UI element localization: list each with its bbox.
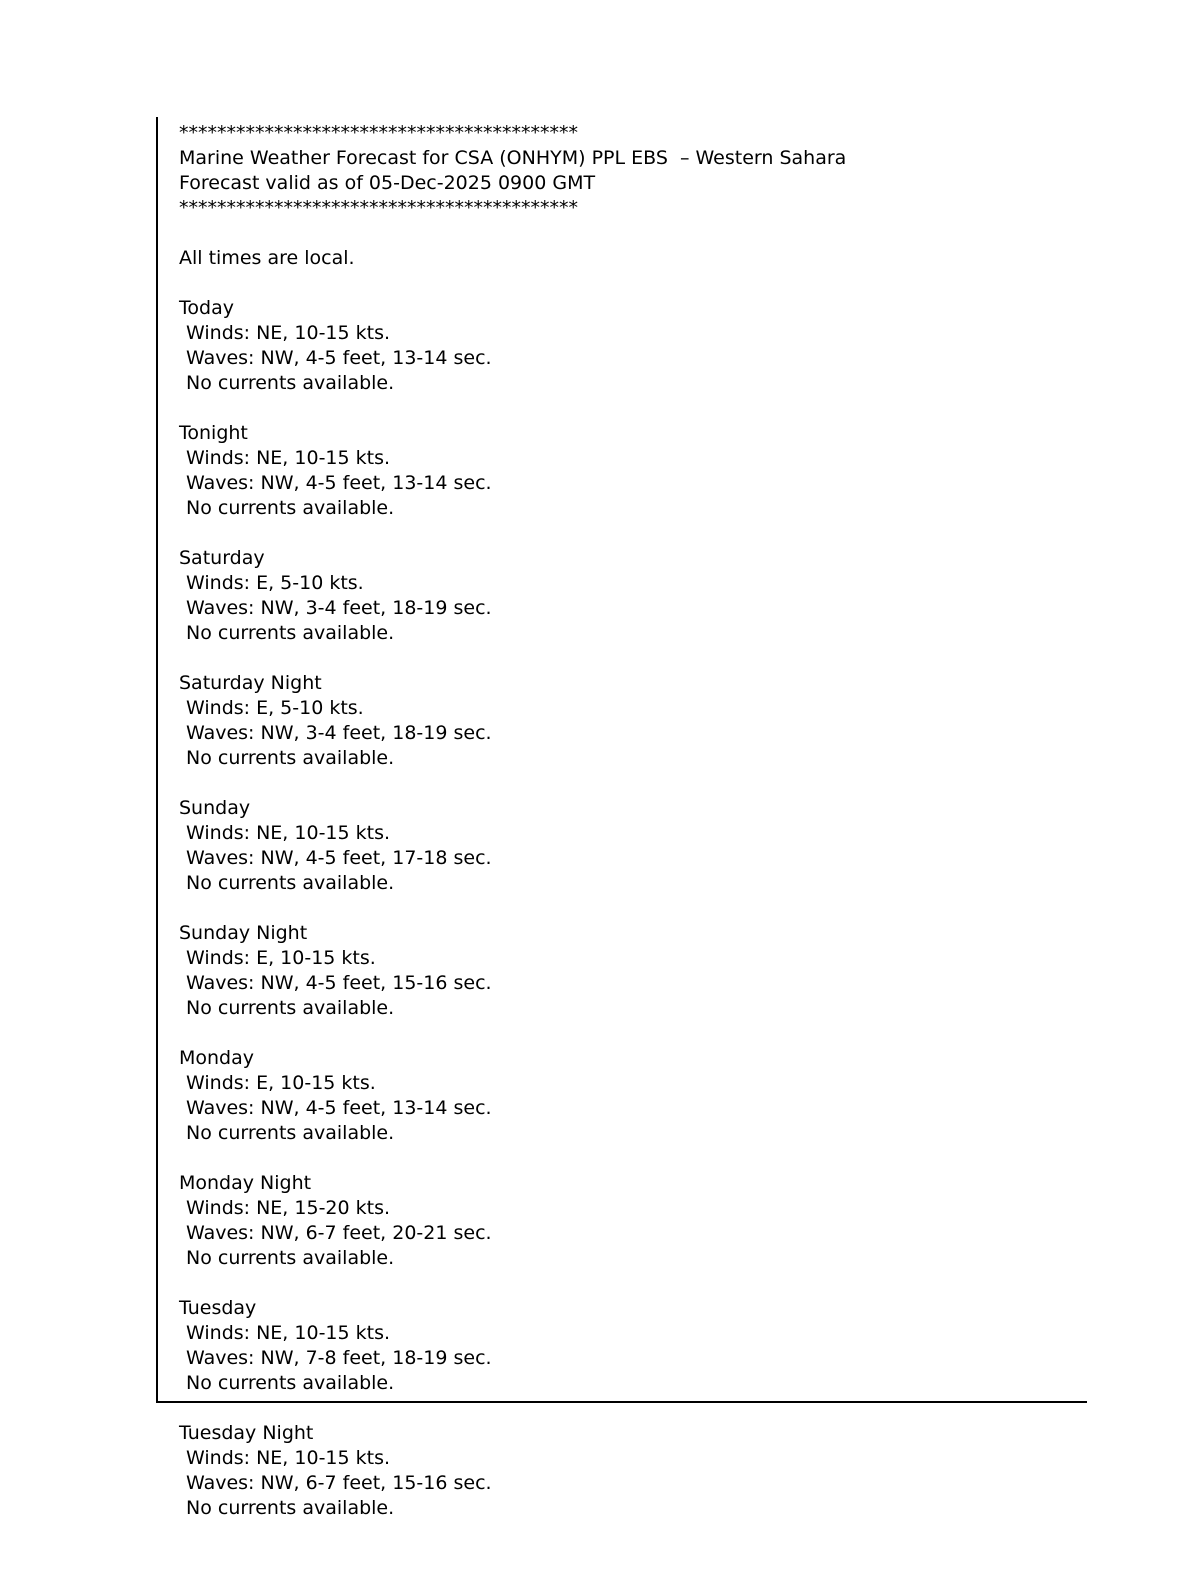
- section-day-label: Sunday Night: [179, 922, 308, 944]
- waves-line: Waves: NW, 3-4 feet, 18-19 sec.: [186, 597, 492, 619]
- waves-line: Waves: NW, 4-5 feet, 13-14 sec.: [186, 472, 492, 494]
- section-day-label: Saturday: [179, 547, 265, 569]
- section-day-label: Tuesday: [179, 1297, 257, 1319]
- forecast-section-sunday-night: [179, 921, 846, 1021]
- waves-line: Waves: NW, 4-5 feet, 17-18 sec.: [186, 847, 492, 869]
- currents-line: No currents available.: [186, 1372, 395, 1394]
- currents-line: No currents available.: [186, 497, 395, 519]
- forecast-section-saturday: [179, 546, 846, 646]
- forecast-section-tonight: [179, 421, 846, 521]
- currents-line: No currents available.: [186, 1122, 395, 1144]
- section-day-label: Tuesday Night: [179, 1422, 314, 1444]
- winds-line: Winds: NE, 10-15 kts.: [186, 322, 391, 344]
- separator-line-bottom: ******************************************: [179, 197, 578, 219]
- forecast-section-monday-night: [179, 1171, 846, 1271]
- forecast-section-tuesday: [179, 1296, 846, 1396]
- winds-line: Winds: NE, 10-15 kts.: [186, 822, 391, 844]
- currents-line: No currents available.: [186, 997, 395, 1019]
- waves-line: Waves: NW, 4-5 feet, 15-16 sec.: [186, 972, 492, 994]
- currents-line: No currents available.: [186, 372, 395, 394]
- forecast-section-monday: [179, 1046, 846, 1146]
- forecast-section-saturday-night: [179, 671, 846, 771]
- currents-line: No currents available.: [186, 747, 395, 769]
- winds-line: Winds: NE, 15-20 kts.: [186, 1197, 391, 1219]
- blank-line: [179, 221, 846, 246]
- waves-line: Waves: NW, 4-5 feet, 13-14 sec.: [186, 347, 492, 369]
- currents-line: No currents available.: [186, 1497, 395, 1519]
- section-day-label: Tonight: [179, 422, 248, 444]
- times-note: All times are local.: [179, 247, 355, 269]
- section-day-label: Monday Night: [179, 1172, 312, 1194]
- winds-line: Winds: NE, 10-15 kts.: [186, 447, 391, 469]
- forecast-text-block: [179, 121, 846, 1521]
- forecast-valid-line: Forecast valid as of 05-Dec-2025 0900 GMT: [179, 172, 596, 194]
- separator-line-top: ******************************************: [179, 122, 578, 144]
- winds-line: Winds: E, 5-10 kts.: [186, 697, 364, 719]
- forecast-section-tuesday-night: [179, 1421, 846, 1521]
- winds-line: Winds: E, 5-10 kts.: [186, 572, 364, 594]
- document-title: Marine Weather Forecast for CSA (ONHYM) PPL EBS – Western Sahara: [179, 147, 847, 169]
- waves-line: Waves: NW, 6-7 feet, 20-21 sec.: [186, 1222, 492, 1244]
- forecast-section-sunday: [179, 796, 846, 896]
- waves-line: Waves: NW, 3-4 feet, 18-19 sec.: [186, 722, 492, 744]
- waves-line: Waves: NW, 4-5 feet, 13-14 sec.: [186, 1097, 492, 1119]
- section-day-label: Saturday Night: [179, 672, 322, 694]
- section-day-label: Monday: [179, 1047, 255, 1069]
- currents-line: No currents available.: [186, 872, 395, 894]
- section-day-label: Today: [179, 297, 234, 319]
- winds-line: Winds: E, 10-15 kts.: [186, 1072, 376, 1094]
- winds-line: Winds: E, 10-15 kts.: [186, 947, 376, 969]
- winds-line: Winds: NE, 10-15 kts.: [186, 1322, 391, 1344]
- currents-line: No currents available.: [186, 1247, 395, 1269]
- forecast-section-today: [179, 296, 846, 396]
- waves-line: Waves: NW, 6-7 feet, 15-16 sec.: [186, 1472, 492, 1494]
- winds-line: Winds: NE, 10-15 kts.: [186, 1447, 391, 1469]
- currents-line: No currents available.: [186, 622, 395, 644]
- section-day-label: Sunday: [179, 797, 251, 819]
- waves-line: Waves: NW, 7-8 feet, 18-19 sec.: [186, 1347, 492, 1369]
